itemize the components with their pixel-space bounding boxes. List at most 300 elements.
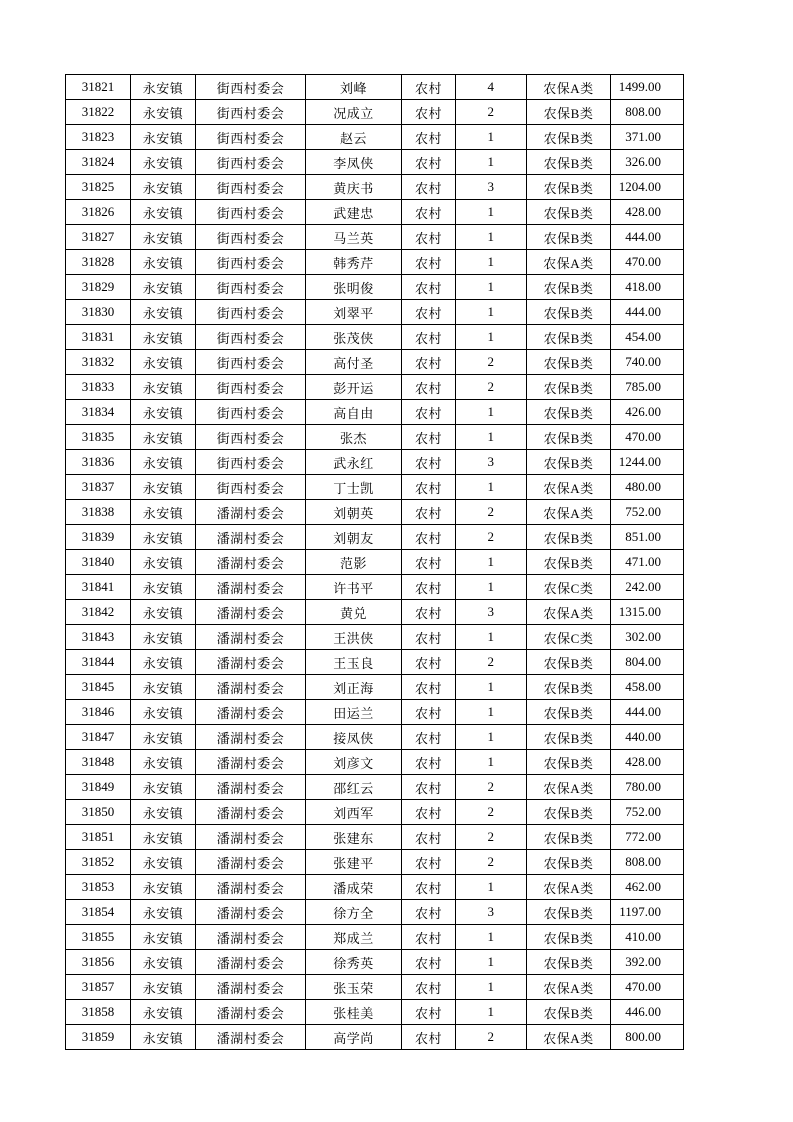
table-cell-person-count: 1 — [456, 550, 527, 575]
table-cell-insurance-category: 农保A类 — [527, 975, 611, 1000]
table-cell-amount: 440.00 — [611, 725, 684, 750]
table-cell-person-count: 1 — [456, 575, 527, 600]
table-cell-village-committee: 潘湖村委会 — [196, 625, 306, 650]
table-cell-insurance-category: 农保B类 — [527, 125, 611, 150]
table-cell-amount: 454.00 — [611, 325, 684, 350]
table-cell-person-count: 2 — [456, 850, 527, 875]
table-cell-insurance-category: 农保B类 — [527, 300, 611, 325]
table-cell-name: 彭开运 — [306, 375, 402, 400]
table-cell-id: 31848 — [66, 750, 131, 775]
table-cell-amount: 302.00 — [611, 625, 684, 650]
table-cell-person-count: 2 — [456, 800, 527, 825]
table-cell-person-count: 1 — [456, 300, 527, 325]
table-cell-village-committee: 潘湖村委会 — [196, 700, 306, 725]
table-body — [66, 75, 684, 1050]
table-cell-amount: 371.00 — [611, 125, 684, 150]
table-cell-insurance-category: 农保B类 — [527, 175, 611, 200]
table-row — [66, 100, 684, 125]
table-cell-insurance-category: 农保B类 — [527, 225, 611, 250]
table-cell-insurance-category: 农保B类 — [527, 650, 611, 675]
table-cell-amount: 808.00 — [611, 100, 684, 125]
table-cell-insurance-category: 农保A类 — [527, 600, 611, 625]
table-cell-amount: 470.00 — [611, 250, 684, 275]
table-cell-insurance-category: 农保B类 — [527, 900, 611, 925]
table-cell-person-count: 1 — [456, 125, 527, 150]
table-cell-id: 31852 — [66, 850, 131, 875]
table-cell-town: 永安镇 — [131, 625, 196, 650]
table-cell-amount: 752.00 — [611, 500, 684, 525]
table-cell-name: 黄庆书 — [306, 175, 402, 200]
table-cell-town: 永安镇 — [131, 125, 196, 150]
table-cell-town: 永安镇 — [131, 675, 196, 700]
table-cell-id: 31859 — [66, 1025, 131, 1050]
table-cell-residence-type: 农村 — [402, 125, 456, 150]
table-cell-town: 永安镇 — [131, 875, 196, 900]
table-cell-town: 永安镇 — [131, 100, 196, 125]
table-cell-town: 永安镇 — [131, 775, 196, 800]
table-cell-id: 31847 — [66, 725, 131, 750]
table-cell-name: 潘成荣 — [306, 875, 402, 900]
table-cell-village-committee: 街西村委会 — [196, 425, 306, 450]
table-cell-person-count: 3 — [456, 600, 527, 625]
table-cell-town: 永安镇 — [131, 700, 196, 725]
table-cell-town: 永安镇 — [131, 925, 196, 950]
table-cell-person-count: 1 — [456, 750, 527, 775]
table-cell-amount: 458.00 — [611, 675, 684, 700]
table-cell-town: 永安镇 — [131, 400, 196, 425]
table-cell-amount: 1244.00 — [611, 450, 684, 475]
table-cell-person-count: 2 — [456, 350, 527, 375]
table-cell-town: 永安镇 — [131, 350, 196, 375]
table-cell-id: 31840 — [66, 550, 131, 575]
table-cell-village-committee: 街西村委会 — [196, 300, 306, 325]
table-cell-amount: 470.00 — [611, 425, 684, 450]
table-cell-insurance-category: 农保B类 — [527, 400, 611, 425]
table-cell-town: 永安镇 — [131, 75, 196, 100]
table-cell-name: 张茂侠 — [306, 325, 402, 350]
table-cell-person-count: 1 — [456, 400, 527, 425]
table-cell-name: 丁士凯 — [306, 475, 402, 500]
table-cell-town: 永安镇 — [131, 800, 196, 825]
table-cell-person-count: 1 — [456, 950, 527, 975]
table-cell-village-committee: 潘湖村委会 — [196, 875, 306, 900]
table-cell-id: 31832 — [66, 350, 131, 375]
table-cell-residence-type: 农村 — [402, 225, 456, 250]
table-cell-residence-type: 农村 — [402, 875, 456, 900]
table-cell-village-committee: 街西村委会 — [196, 375, 306, 400]
table-cell-name: 刘彦文 — [306, 750, 402, 775]
table-cell-id: 31828 — [66, 250, 131, 275]
table-cell-town: 永安镇 — [131, 250, 196, 275]
table-cell-id: 31825 — [66, 175, 131, 200]
table-cell-name: 赵云 — [306, 125, 402, 150]
table-cell-insurance-category: 农保B类 — [527, 675, 611, 700]
table-cell-insurance-category: 农保B类 — [527, 725, 611, 750]
table-cell-amount: 808.00 — [611, 850, 684, 875]
table-cell-name: 王洪侠 — [306, 625, 402, 650]
table-cell-residence-type: 农村 — [402, 575, 456, 600]
table-cell-village-committee: 潘湖村委会 — [196, 750, 306, 775]
table-row — [66, 625, 684, 650]
table-cell-name: 刘西军 — [306, 800, 402, 825]
table-cell-person-count: 2 — [456, 1025, 527, 1050]
table-row — [66, 200, 684, 225]
table-cell-village-committee: 潘湖村委会 — [196, 950, 306, 975]
table-cell-residence-type: 农村 — [402, 825, 456, 850]
table-row — [66, 925, 684, 950]
table-cell-person-count: 1 — [456, 675, 527, 700]
table-cell-name: 徐方全 — [306, 900, 402, 925]
table-cell-residence-type: 农村 — [402, 450, 456, 475]
table-cell-village-committee: 街西村委会 — [196, 400, 306, 425]
table-cell-insurance-category: 农保B类 — [527, 925, 611, 950]
table-cell-village-committee: 潘湖村委会 — [196, 825, 306, 850]
table-cell-amount: 428.00 — [611, 200, 684, 225]
table-cell-id: 31841 — [66, 575, 131, 600]
table-cell-id: 31834 — [66, 400, 131, 425]
table-cell-village-committee: 潘湖村委会 — [196, 800, 306, 825]
table-cell-insurance-category: 农保A类 — [527, 475, 611, 500]
table-cell-residence-type: 农村 — [402, 425, 456, 450]
table-cell-residence-type: 农村 — [402, 275, 456, 300]
table-cell-residence-type: 农村 — [402, 675, 456, 700]
table-cell-amount: 444.00 — [611, 700, 684, 725]
table-cell-name: 刘峰 — [306, 75, 402, 100]
table-cell-town: 永安镇 — [131, 975, 196, 1000]
table-cell-person-count: 2 — [456, 375, 527, 400]
table-cell-insurance-category: 农保B类 — [527, 700, 611, 725]
table-cell-id: 31826 — [66, 200, 131, 225]
table-cell-name: 范影 — [306, 550, 402, 575]
table-cell-person-count: 1 — [456, 475, 527, 500]
table-row — [66, 550, 684, 575]
table-cell-residence-type: 农村 — [402, 700, 456, 725]
table-cell-village-committee: 街西村委会 — [196, 275, 306, 300]
table-cell-name: 武建忠 — [306, 200, 402, 225]
table-row — [66, 500, 684, 525]
table-cell-residence-type: 农村 — [402, 600, 456, 625]
table-cell-person-count: 2 — [456, 775, 527, 800]
table-cell-village-committee: 街西村委会 — [196, 325, 306, 350]
table-cell-village-committee: 街西村委会 — [196, 250, 306, 275]
table-row — [66, 700, 684, 725]
table-cell-amount: 772.00 — [611, 825, 684, 850]
table-cell-village-committee: 街西村委会 — [196, 225, 306, 250]
table-cell-town: 永安镇 — [131, 600, 196, 625]
table-cell-residence-type: 农村 — [402, 325, 456, 350]
table-cell-insurance-category: 农保B类 — [527, 275, 611, 300]
table-cell-village-committee: 街西村委会 — [196, 175, 306, 200]
table-cell-village-committee: 潘湖村委会 — [196, 725, 306, 750]
table-cell-person-count: 1 — [456, 325, 527, 350]
table-row — [66, 400, 684, 425]
table-cell-insurance-category: 农保A类 — [527, 775, 611, 800]
table-cell-residence-type: 农村 — [402, 925, 456, 950]
table-cell-id: 31844 — [66, 650, 131, 675]
table-row — [66, 675, 684, 700]
table-row — [66, 800, 684, 825]
table-cell-insurance-category: 农保B类 — [527, 150, 611, 175]
table-cell-insurance-category: 农保B类 — [527, 850, 611, 875]
table-cell-town: 永安镇 — [131, 550, 196, 575]
table-row — [66, 175, 684, 200]
table-cell-village-committee: 街西村委会 — [196, 200, 306, 225]
table-cell-residence-type: 农村 — [402, 100, 456, 125]
table-cell-name: 刘朝英 — [306, 500, 402, 525]
table-cell-person-count: 2 — [456, 500, 527, 525]
table-cell-village-committee: 街西村委会 — [196, 475, 306, 500]
table-cell-name: 况成立 — [306, 100, 402, 125]
table-cell-name: 徐秀英 — [306, 950, 402, 975]
table-cell-amount: 392.00 — [611, 950, 684, 975]
table-cell-village-committee: 潘湖村委会 — [196, 900, 306, 925]
table-row — [66, 450, 684, 475]
table-cell-id: 31833 — [66, 375, 131, 400]
table-cell-town: 永安镇 — [131, 650, 196, 675]
table-cell-residence-type: 农村 — [402, 250, 456, 275]
table-cell-town: 永安镇 — [131, 475, 196, 500]
table-cell-person-count: 1 — [456, 625, 527, 650]
table-cell-person-count: 1 — [456, 225, 527, 250]
table-cell-name: 李凤侠 — [306, 150, 402, 175]
table-cell-residence-type: 农村 — [402, 850, 456, 875]
table-cell-id: 31846 — [66, 700, 131, 725]
table-row — [66, 375, 684, 400]
table-cell-insurance-category: 农保B类 — [527, 950, 611, 975]
table-cell-name: 接凤侠 — [306, 725, 402, 750]
table-cell-id: 31843 — [66, 625, 131, 650]
table-cell-name: 张建平 — [306, 850, 402, 875]
table-row — [66, 575, 684, 600]
table-row — [66, 325, 684, 350]
table-cell-name: 张建东 — [306, 825, 402, 850]
table-cell-insurance-category: 农保B类 — [527, 800, 611, 825]
table-cell-amount: 780.00 — [611, 775, 684, 800]
table-row — [66, 825, 684, 850]
table-row — [66, 650, 684, 675]
table-cell-amount: 471.00 — [611, 550, 684, 575]
table-cell-insurance-category: 农保B类 — [527, 350, 611, 375]
table-cell-insurance-category: 农保B类 — [527, 450, 611, 475]
table-cell-residence-type: 农村 — [402, 725, 456, 750]
table-cell-residence-type: 农村 — [402, 350, 456, 375]
table-cell-amount: 1499.00 — [611, 75, 684, 100]
table-cell-insurance-category: 农保A类 — [527, 875, 611, 900]
table-row — [66, 1000, 684, 1025]
table-cell-id: 31853 — [66, 875, 131, 900]
table-cell-town: 永安镇 — [131, 500, 196, 525]
table-cell-insurance-category: 农保A类 — [527, 1025, 611, 1050]
table-cell-name: 马兰英 — [306, 225, 402, 250]
table-cell-amount: 410.00 — [611, 925, 684, 950]
table-cell-insurance-category: 农保B类 — [527, 100, 611, 125]
table-row — [66, 850, 684, 875]
table-cell-id: 31850 — [66, 800, 131, 825]
table-cell-person-count: 1 — [456, 725, 527, 750]
table-row — [66, 250, 684, 275]
table-cell-village-committee: 潘湖村委会 — [196, 600, 306, 625]
table-cell-town: 永安镇 — [131, 725, 196, 750]
table-cell-amount: 426.00 — [611, 400, 684, 425]
table-cell-residence-type: 农村 — [402, 950, 456, 975]
table-cell-id: 31838 — [66, 500, 131, 525]
table-cell-person-count: 1 — [456, 700, 527, 725]
table-cell-name: 高学尚 — [306, 1025, 402, 1050]
table-cell-town: 永安镇 — [131, 950, 196, 975]
table-cell-name: 高付圣 — [306, 350, 402, 375]
table-cell-amount: 800.00 — [611, 1025, 684, 1050]
table-cell-amount: 418.00 — [611, 275, 684, 300]
table-cell-amount: 428.00 — [611, 750, 684, 775]
table-cell-village-committee: 潘湖村委会 — [196, 575, 306, 600]
table-cell-id: 31845 — [66, 675, 131, 700]
table-cell-person-count: 1 — [456, 275, 527, 300]
table-cell-residence-type: 农村 — [402, 750, 456, 775]
table-cell-village-committee: 街西村委会 — [196, 75, 306, 100]
table-cell-name: 许书平 — [306, 575, 402, 600]
table-cell-person-count: 3 — [456, 900, 527, 925]
table-cell-residence-type: 农村 — [402, 800, 456, 825]
table-cell-name: 黄兑 — [306, 600, 402, 625]
table-cell-name: 邵红云 — [306, 775, 402, 800]
table-cell-person-count: 4 — [456, 75, 527, 100]
table-cell-residence-type: 农村 — [402, 1025, 456, 1050]
table-cell-person-count: 1 — [456, 975, 527, 1000]
table-cell-insurance-category: 农保B类 — [527, 550, 611, 575]
table-cell-town: 永安镇 — [131, 825, 196, 850]
table-cell-amount: 462.00 — [611, 875, 684, 900]
table-cell-person-count: 1 — [456, 1000, 527, 1025]
table-cell-amount: 444.00 — [611, 300, 684, 325]
table-cell-residence-type: 农村 — [402, 975, 456, 1000]
table-cell-town: 永安镇 — [131, 300, 196, 325]
table-cell-amount: 1315.00 — [611, 600, 684, 625]
table-cell-insurance-category: 农保B类 — [527, 425, 611, 450]
table-cell-person-count: 2 — [456, 100, 527, 125]
table-cell-person-count: 1 — [456, 250, 527, 275]
table-cell-name: 张明俊 — [306, 275, 402, 300]
table-cell-id: 31830 — [66, 300, 131, 325]
table-cell-town: 永安镇 — [131, 425, 196, 450]
table-cell-residence-type: 农村 — [402, 300, 456, 325]
table-cell-amount: 851.00 — [611, 525, 684, 550]
table-cell-village-committee: 街西村委会 — [196, 450, 306, 475]
table-cell-town: 永安镇 — [131, 225, 196, 250]
table-cell-name: 张杰 — [306, 425, 402, 450]
table-cell-id: 31824 — [66, 150, 131, 175]
table-cell-insurance-category: 农保C类 — [527, 575, 611, 600]
table-cell-residence-type: 农村 — [402, 525, 456, 550]
table-cell-name: 高自由 — [306, 400, 402, 425]
table-cell-id: 31842 — [66, 600, 131, 625]
table-row — [66, 225, 684, 250]
table-cell-id: 31835 — [66, 425, 131, 450]
table-row — [66, 275, 684, 300]
table-cell-insurance-category: 农保B类 — [527, 200, 611, 225]
table-cell-id: 31829 — [66, 275, 131, 300]
table-cell-town: 永安镇 — [131, 200, 196, 225]
table-cell-name: 武永红 — [306, 450, 402, 475]
table-cell-id: 31822 — [66, 100, 131, 125]
table-row — [66, 900, 684, 925]
table-cell-residence-type: 农村 — [402, 650, 456, 675]
table-cell-name: 王玉良 — [306, 650, 402, 675]
table-cell-id: 31851 — [66, 825, 131, 850]
table-row — [66, 750, 684, 775]
table-cell-town: 永安镇 — [131, 575, 196, 600]
table-row — [66, 775, 684, 800]
table-cell-residence-type: 农村 — [402, 400, 456, 425]
table-cell-village-committee: 潘湖村委会 — [196, 1025, 306, 1050]
table-cell-person-count: 1 — [456, 150, 527, 175]
table-cell-person-count: 1 — [456, 425, 527, 450]
table-cell-village-committee: 潘湖村委会 — [196, 525, 306, 550]
table-cell-id: 31827 — [66, 225, 131, 250]
table-cell-amount: 242.00 — [611, 575, 684, 600]
table-cell-person-count: 1 — [456, 875, 527, 900]
table-cell-town: 永安镇 — [131, 325, 196, 350]
table-row — [66, 525, 684, 550]
table-row — [66, 125, 684, 150]
table-cell-id: 31854 — [66, 900, 131, 925]
table-cell-residence-type: 农村 — [402, 550, 456, 575]
table-cell-village-committee: 潘湖村委会 — [196, 925, 306, 950]
table-cell-town: 永安镇 — [131, 450, 196, 475]
table-cell-id: 31855 — [66, 925, 131, 950]
table-row — [66, 725, 684, 750]
table-cell-residence-type: 农村 — [402, 500, 456, 525]
table-cell-amount: 1197.00 — [611, 900, 684, 925]
table-cell-village-committee: 潘湖村委会 — [196, 850, 306, 875]
table-cell-insurance-category: 农保A类 — [527, 250, 611, 275]
table-cell-residence-type: 农村 — [402, 475, 456, 500]
table-cell-amount: 446.00 — [611, 1000, 684, 1025]
table-cell-amount: 740.00 — [611, 350, 684, 375]
table-cell-residence-type: 农村 — [402, 1000, 456, 1025]
table-cell-residence-type: 农村 — [402, 775, 456, 800]
table-cell-town: 永安镇 — [131, 900, 196, 925]
table-cell-village-committee: 潘湖村委会 — [196, 500, 306, 525]
table-row — [66, 300, 684, 325]
table-cell-amount: 470.00 — [611, 975, 684, 1000]
table-cell-person-count: 3 — [456, 175, 527, 200]
table-cell-insurance-category: 农保B类 — [527, 375, 611, 400]
table-cell-village-committee: 潘湖村委会 — [196, 675, 306, 700]
pension-roster-table — [65, 74, 684, 1050]
table-cell-town: 永安镇 — [131, 850, 196, 875]
table-cell-amount: 1204.00 — [611, 175, 684, 200]
table-row — [66, 875, 684, 900]
table-cell-village-committee: 潘湖村委会 — [196, 975, 306, 1000]
table-cell-insurance-category: 农保B类 — [527, 1000, 611, 1025]
table-cell-person-count: 2 — [456, 825, 527, 850]
table-cell-town: 永安镇 — [131, 750, 196, 775]
table-cell-id: 31857 — [66, 975, 131, 1000]
table-cell-town: 永安镇 — [131, 175, 196, 200]
table-cell-town: 永安镇 — [131, 275, 196, 300]
table-cell-id: 31837 — [66, 475, 131, 500]
table-cell-insurance-category: 农保B类 — [527, 525, 611, 550]
table-cell-village-committee: 街西村委会 — [196, 350, 306, 375]
table-cell-residence-type: 农村 — [402, 175, 456, 200]
table-cell-amount: 804.00 — [611, 650, 684, 675]
table-cell-amount: 752.00 — [611, 800, 684, 825]
table-row — [66, 1025, 684, 1050]
table-row — [66, 475, 684, 500]
table-row — [66, 150, 684, 175]
table-cell-name: 田运兰 — [306, 700, 402, 725]
table-cell-name: 韩秀芹 — [306, 250, 402, 275]
